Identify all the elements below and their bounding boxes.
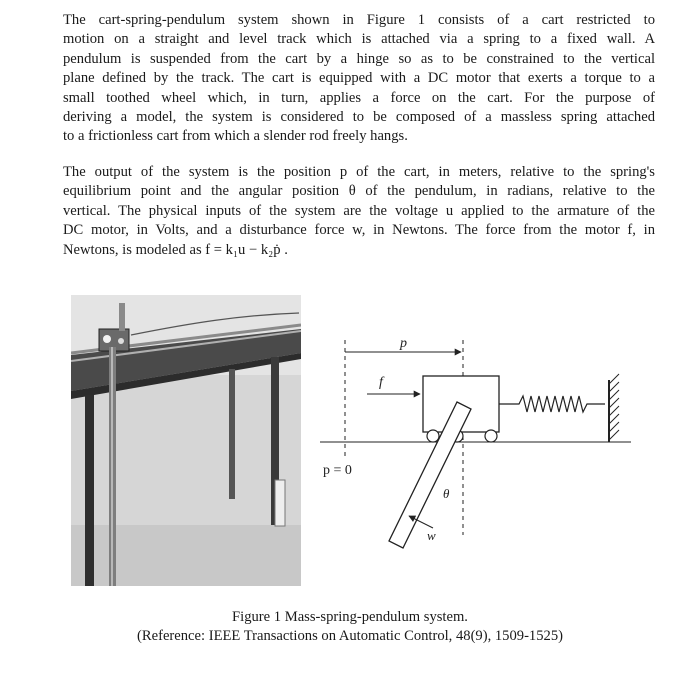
paragraph-system-io: [63, 163, 655, 260]
text-line: small toothed wheel which, in turn, applies a force on the cart. For the purpose of: [63, 89, 655, 106]
text-line: DC motor, in Volts, and a disturbance force w, in Newtons. The force from the motor f, in: [63, 222, 655, 239]
text-line: to a frictionless cart from which a slender rod freely hangs.: [63, 128, 408, 145]
text-line: equilibrium point and the angular position θ of the pendulum, in radians, relative to the: [63, 183, 655, 200]
label-w: w: [427, 528, 436, 543]
text-line: vertical. The physical inputs of the system are the voltage u applied to the armature of the: [63, 202, 655, 219]
cart-pendulum-schematic: [305, 330, 645, 560]
text-line: plane defined by the track. The cart is equipped with a DC motor that exerts a torque to a: [63, 70, 655, 87]
apparatus-photo: [71, 295, 301, 586]
text-line: The cart-spring-pendulum system shown in Figure 1 consists of a cart restricted to: [63, 12, 655, 28]
label-f: f: [379, 375, 383, 390]
wall-hatching: [609, 374, 619, 440]
spring: [499, 396, 605, 412]
text-line: Newtons, is modeled as f = k₁u − k₂ṗ .: [63, 241, 288, 258]
label-theta: θ: [443, 486, 450, 501]
text-line: The output of the system is the position p of the cart, in meters, relative to the spring's: [63, 164, 655, 180]
text-line: deriving a model, the system is considered to be composed of a massless spring attached: [63, 109, 655, 126]
text-line: pendulum is suspended from the cart by a hinge so as to be constrained to the vertical: [63, 50, 655, 67]
paragraph-system-description: [63, 11, 655, 147]
wheel: [485, 430, 497, 442]
wheel: [427, 430, 439, 442]
text-line: motion on a straight and level track which is attached via a spring to a fixed wall. A: [63, 31, 655, 48]
figure-reference: (Reference: IEEE Transactions on Automatic Control, 48(9), 1509-1525): [137, 628, 563, 644]
label-p0: p = 0: [323, 463, 352, 478]
figure-caption: Figure 1 Mass-spring-pendulum system.: [232, 609, 468, 625]
label-p: p: [400, 336, 407, 351]
